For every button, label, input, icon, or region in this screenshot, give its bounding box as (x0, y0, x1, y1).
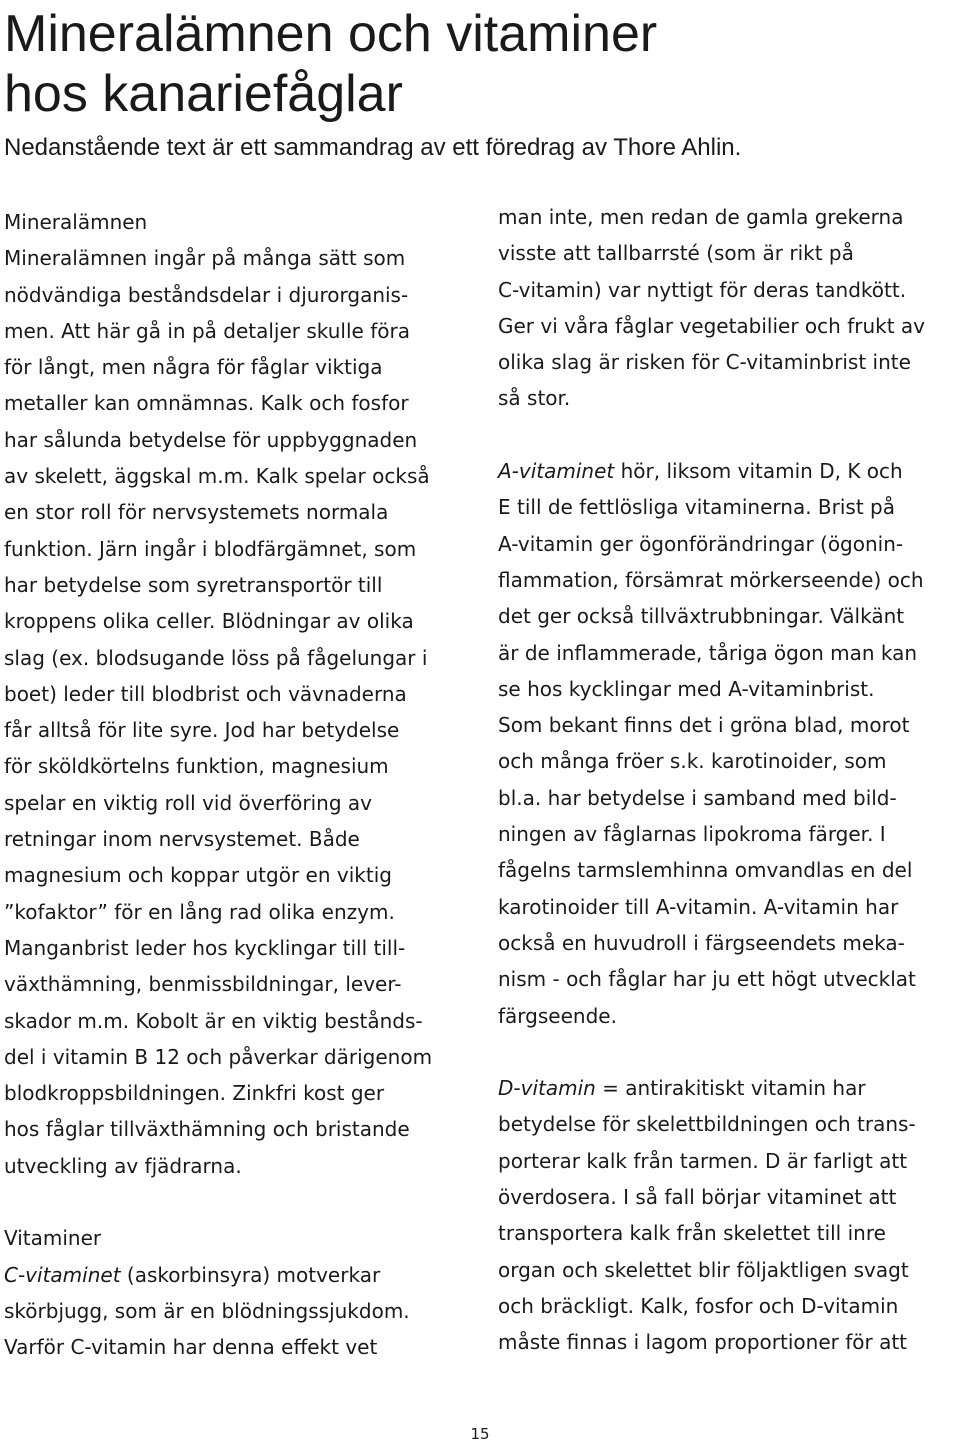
text-line: utveckling av fjädrarna. (4, 1153, 242, 1178)
text-line: fågelns tarmslemhinna omvandlas en del (498, 858, 913, 883)
text-line: funktion. Järn ingår i blodfärgämnet, som (4, 536, 417, 561)
page-title (4, 4, 944, 124)
text-line: måste finnas i lagom proportioner för att (498, 1330, 908, 1355)
text-line: se hos kycklingar med A-vitaminbrist. (498, 676, 875, 701)
text-line: kroppens olika celler. Blödningar av olika (4, 609, 414, 634)
subtitle: Nedanstående text är ett sammandrag av ett föredrag av Thore Ahlin. (4, 134, 742, 161)
text-line: Som bekant finns det i gröna blad, morot (498, 713, 910, 738)
paragraph-c-vitamin (4, 1257, 462, 1366)
text-line: magnesium och koppar utgör en viktig (4, 863, 392, 888)
lead-line-rest: hör, liksom vitamin D, K och (614, 459, 903, 484)
text-line: är de inflammerade, tåriga ögon man kan (498, 640, 918, 665)
text-line: av skelett, äggskal m.m. Kalk spelar också (4, 464, 430, 489)
page-title-line: Mineralämnen och vitaminer (4, 5, 658, 63)
text-line: flammation, försämrat mörkerseende) och (498, 567, 924, 592)
text-line: och många fröer s.k. karotinoider, som (498, 749, 887, 774)
text-line: hos fåglar tillväxthämning och bristande (4, 1117, 410, 1142)
text-line: porterar kalk från tarmen. D är farligt att (498, 1148, 908, 1173)
text-line: och bräckligt. Kalk, fosfor och D-vitamin (498, 1293, 899, 1318)
text-line (498, 453, 950, 489)
text-line: men. Att här gå in på detaljer skulle föra (4, 318, 410, 343)
text-line: ningen av fåglarnas lipokroma färger. I (498, 822, 886, 847)
text-line: betydelse för skelettbildningen och trans- (498, 1112, 916, 1137)
left-column (4, 204, 462, 1366)
section-heading-vitaminer: Vitaminer (4, 1226, 102, 1251)
text-line (4, 1257, 462, 1293)
paragraph-mineralamnen (4, 240, 462, 1184)
lead-in-a-vitamin: A-vitaminet (498, 459, 615, 484)
text-line: A-vitamin ger ögonförändringar (ögonin- (498, 531, 904, 556)
text-line: för långt, men några för fåglar viktiga (4, 355, 383, 380)
text-line: för sköldkörtelns funktion, magnesium (4, 754, 389, 779)
text-line: det ger också tillväxtrubbningar. Välkänt (498, 604, 905, 629)
text-line: ”kofaktor” för en lång rad olika enzym. (4, 899, 395, 924)
paragraph-c-vitamin-cont (498, 199, 950, 417)
text-line: transportera kalk från skelettet till inre (498, 1221, 886, 1246)
lead-line-rest: (askorbinsyra) motverkar (120, 1262, 381, 1287)
text-line: del i vitamin B 12 och påverkar därigenom (4, 1044, 433, 1069)
text-line: olika slag är risken för C-vitaminbrist inte (498, 350, 911, 375)
text-line: Varför C-vitamin har denna effekt vet (4, 1335, 378, 1360)
text-line: man inte, men redan de gamla grekerna (498, 205, 904, 229)
section-heading-mineralamnen: Mineralämnen (4, 210, 148, 234)
text-line: också en huvudroll i färgseendets meka- (498, 930, 905, 955)
text-line: Manganbrist leder hos kycklingar till till- (4, 935, 406, 960)
page-number: 15 (470, 1425, 490, 1443)
text-line: boet) leder till blodbrist och vävnaderna (4, 681, 407, 706)
text-line: visste att tallbarrsté (som är rikt på (498, 241, 854, 266)
lead-in-c-vitamin: C-vitaminet (4, 1262, 121, 1287)
paragraph-d-vitamin (498, 1070, 950, 1360)
text-line: bl.a. har betydelse i samband med bild- (498, 785, 897, 810)
text-line (498, 1070, 950, 1106)
text-line: skörbjugg, som är en blödningssjukdom. (4, 1298, 410, 1323)
text-line: spelar en viktig roll vid överföring av (4, 790, 372, 815)
text-line: skador m.m. Kobolt är en viktig bestånds- (4, 1008, 423, 1033)
text-line: så stor. (498, 386, 571, 411)
text-line: nödvändiga beståndsdelar i djurorganis- (4, 282, 409, 307)
text-line: blodkroppsbildningen. Zinkfri kost ger (4, 1081, 385, 1106)
text-line: överdosera. I så fall börjar vitaminet att (498, 1185, 897, 1210)
text-line: färgseende. (498, 1003, 617, 1028)
paragraph-gap (4, 1184, 462, 1220)
paragraph-a-vitamin (498, 453, 950, 1034)
text-line: E till de fettlösliga vitaminerna. Brist på (498, 495, 895, 520)
text-line: en stor roll för nervsystemets normala (4, 500, 389, 525)
text-line: Mineralämnen ingår på många sätt som (4, 246, 406, 271)
page-title-line: hos kanariefåglar (4, 65, 403, 123)
text-line: organ och skelettet blir följaktligen svagt (498, 1257, 909, 1282)
text-line: retningar inom nervsystemet. Både (4, 827, 360, 852)
text-line: karotinoider till A-vitamin. A-vitamin har (498, 894, 899, 919)
text-line: får alltså för lite syre. Jod har betydelse (4, 718, 400, 743)
text-line: har sålunda betydelse för uppbyggnaden (4, 427, 418, 452)
lead-line-rest: = antirakitiskt vitamin har (595, 1076, 866, 1101)
text-line: växthämning, benmissbildningar, lever- (4, 972, 402, 997)
text-line: Ger vi våra fåglar vegetabilier och frukt av (498, 313, 926, 338)
lead-in-d-vitamin: D-vitamin (498, 1076, 596, 1101)
text-line: har betydelse som syretransportör till (4, 572, 383, 597)
paragraph-gap (498, 417, 950, 453)
text-line: nism - och fåglar har ju ett högt utvecklat (498, 967, 916, 992)
right-column (498, 199, 950, 1361)
paragraph-gap (498, 1034, 950, 1070)
text-line: slag (ex. blodsugande löss på fågelungar i (4, 645, 428, 670)
text-line: C-vitamin) var nyttigt för deras tandkött. (498, 277, 907, 302)
text-line: metaller kan omnämnas. Kalk och fosfor (4, 391, 409, 416)
